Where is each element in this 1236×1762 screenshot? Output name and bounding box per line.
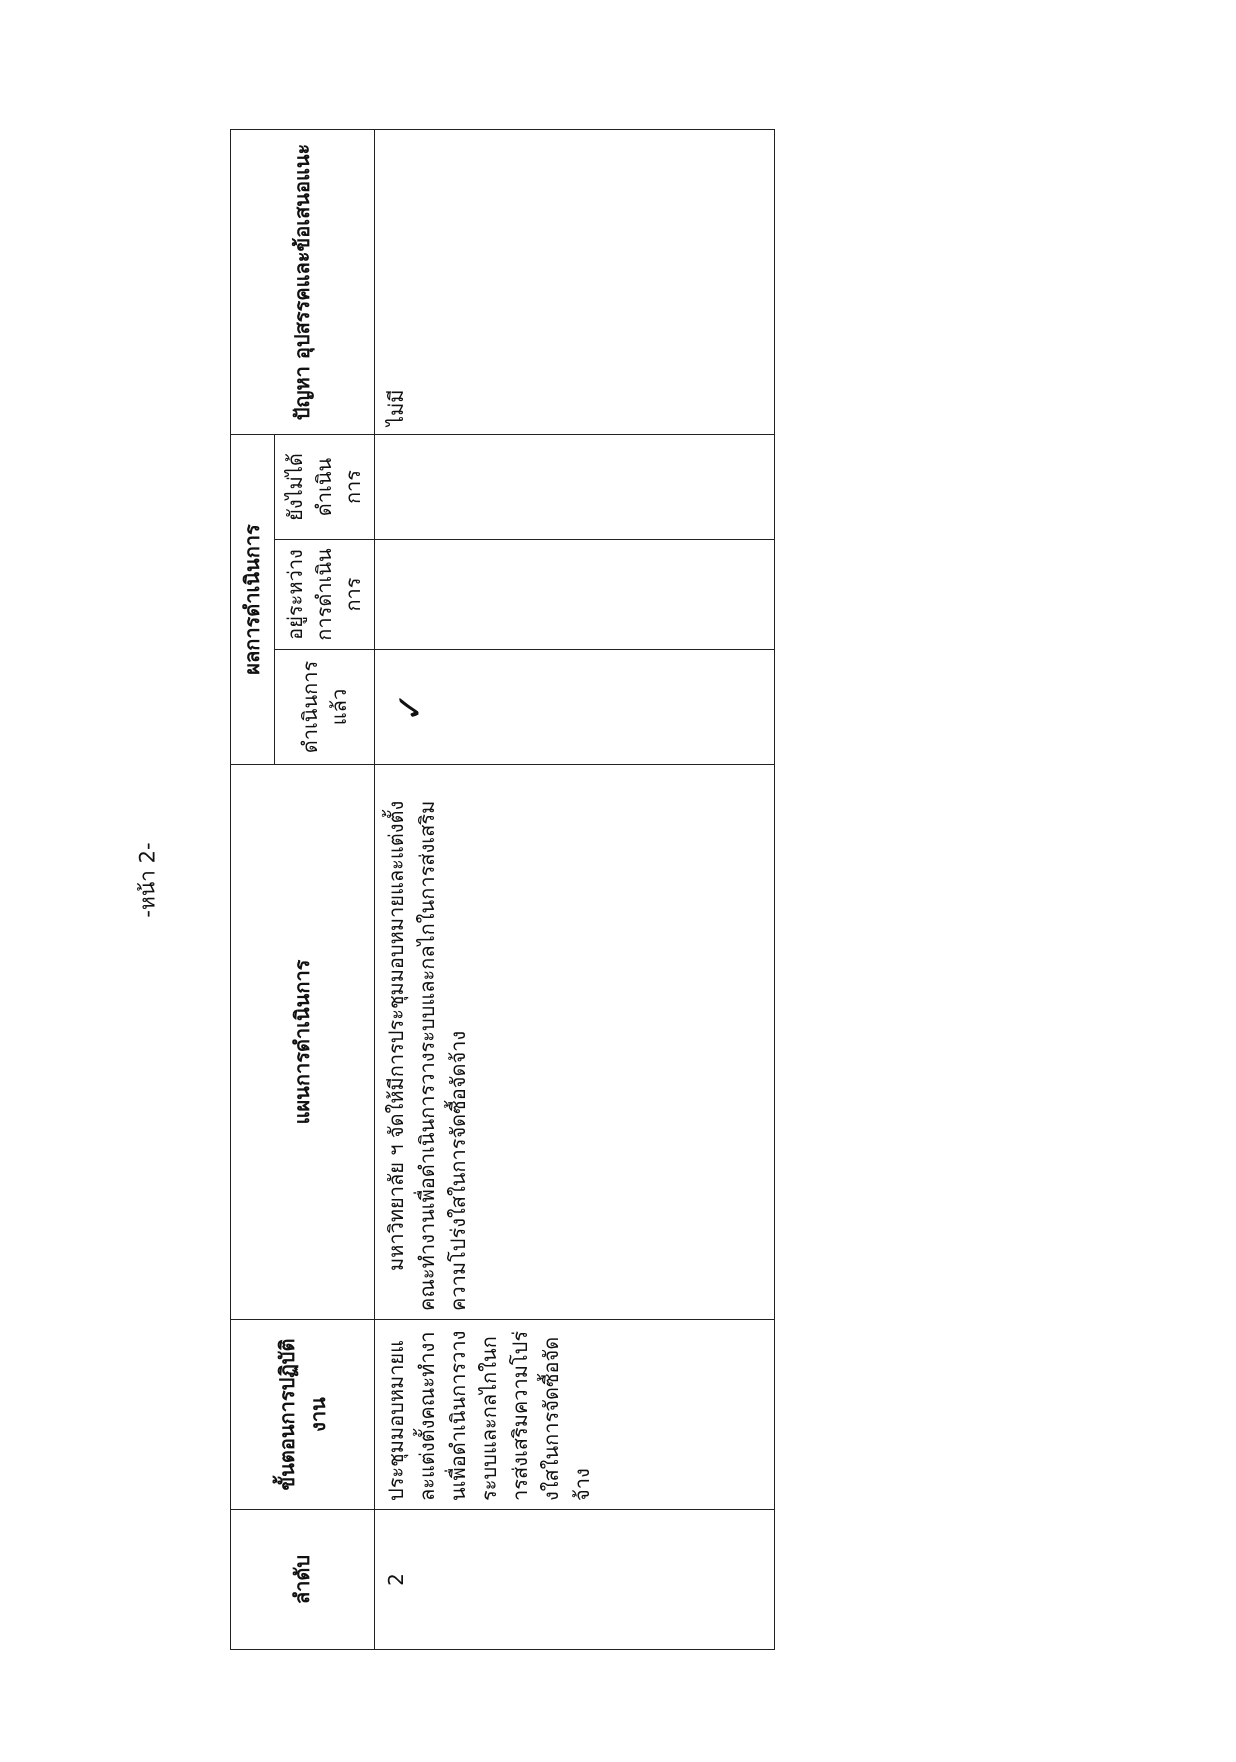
row-order: 2 — [375, 1510, 775, 1650]
row-result-done — [375, 650, 775, 765]
header-plan: แผนการดำเนินการ — [231, 765, 375, 1320]
header-result-not-done: ยังไม่ได้ดำเนินการ — [275, 434, 375, 539]
row-result-in-progress — [375, 540, 775, 650]
row-plan: มหาวิทยาลัย ฯ จัดให้มีการประชุมมอบหมายและแต่งตั้งคณะทำงานเพื่อดำเนินการวางระบบและกลไกในการส่งเสริมความโปร่งใสในการจัดซื้อจัดจ้าง — [375, 765, 775, 1320]
header-issues: ปัญหา อุปสรรคและข้อเสนอแนะ — [231, 129, 375, 434]
header-result-in-progress: อยู่ระหว่างการดำเนินการ — [275, 540, 375, 650]
progress-report-table — [230, 129, 775, 1650]
row-step: ประชุมมอบหมายและแต่งตั้งคณะทำงานเพื่อดำเนินการวางระบบและกลไกในการส่งเสริมความโปร่งใสในการจัดซื้อจัดจ้าง — [375, 1320, 775, 1510]
header-order: ลำดับ — [231, 1510, 375, 1650]
table-row — [375, 129, 775, 1649]
header-step: ขั้นตอนการปฏิบัติงาน — [231, 1320, 375, 1510]
checkmark-icon: ✓ — [390, 691, 431, 723]
report-table-container — [230, 130, 775, 1650]
header-result-done: ดำเนินการแล้ว — [275, 650, 375, 765]
page-number: -หน้า 2- — [135, 842, 160, 918]
row-result-not-done — [375, 434, 775, 539]
header-result-group: ผลการดำเนินการ — [231, 434, 275, 764]
row-issues: ไม่มี — [375, 129, 775, 434]
